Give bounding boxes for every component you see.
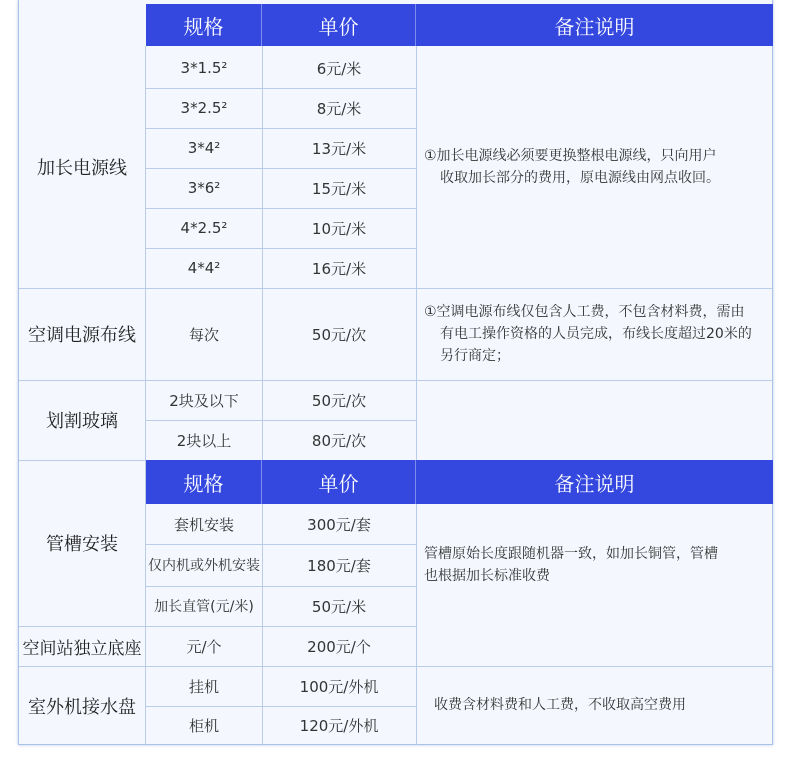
grid-line <box>19 288 773 289</box>
note-drain-tray <box>416 626 773 745</box>
category-extension-cable: 加长电源线 <box>19 46 146 288</box>
price-cell: 10元/米 <box>311 219 367 238</box>
price-cell: 13元/米 <box>311 139 367 158</box>
spec-cell: 3*4² <box>187 139 221 157</box>
note-extension-cable <box>416 46 773 288</box>
grid-line <box>416 46 417 460</box>
price-cell: 6元/米 <box>316 59 362 78</box>
grid-line <box>19 626 416 627</box>
grid-line <box>146 706 416 707</box>
grid-line <box>19 380 773 381</box>
price-cell: 80元/次 <box>311 431 367 450</box>
price-cell: 16元/米 <box>311 259 367 278</box>
note-duct-install <box>416 504 773 626</box>
grid-line <box>262 46 263 460</box>
header-note: 备注说明 <box>416 4 773 46</box>
spec-cell: 挂机 <box>188 677 219 696</box>
note-line: 有电工操作资格的人员完成，布线长度超过20米的 <box>440 326 752 342</box>
spec-cell: 2块以上 <box>176 431 232 450</box>
spec-cell: 柜机 <box>188 717 219 735</box>
price-cell: 50元/米 <box>311 597 367 616</box>
price-cell: 15元/米 <box>311 179 367 198</box>
price-cell: 180元/套 <box>307 556 371 575</box>
header-price: 单价 <box>262 4 416 46</box>
category-standalone-base: 空间站独立底座 <box>19 626 146 666</box>
grid-line <box>146 88 416 89</box>
header-price: 单价 <box>262 460 416 504</box>
price-cell: 100元/外机 <box>299 677 379 696</box>
header-spec: 规格 <box>146 460 262 504</box>
header-spec: 规格 <box>146 4 262 46</box>
spec-cell: 每次 <box>188 325 219 344</box>
note-line: ①加长电源线必须要更换整根电源线，只向用户 <box>424 148 717 164</box>
note-line: ①空调电源布线仅包含人工费，不包含材料费，需由 <box>424 304 745 320</box>
note-line: 管槽原始长度跟随机器一致，如加长铜管，管槽 <box>424 546 718 562</box>
category-duct-install: 管槽安装 <box>19 460 146 626</box>
note-line: 也根据加长标准收费 <box>424 568 550 584</box>
category-drain-tray: 室外机接水盘 <box>19 666 146 745</box>
grid-line <box>262 504 263 745</box>
note-line: 另行商定； <box>440 348 510 364</box>
spec-cell: 仅内机或外机安装 <box>148 558 260 574</box>
spec-cell: 2块及以下 <box>169 391 239 410</box>
grid-line <box>146 128 416 129</box>
price-cell: 300元/套 <box>307 515 371 534</box>
grid-line <box>146 168 416 169</box>
spec-cell: 3*6² <box>187 179 221 197</box>
spec-cell: 套机安装 <box>173 515 234 534</box>
spec-cell: 3*1.5² <box>180 59 228 77</box>
grid-line <box>146 586 416 587</box>
header-note: 备注说明 <box>416 460 773 504</box>
grid-line <box>146 208 416 209</box>
note-line: 收费含材料费和人工费，不收取高空费用 <box>434 696 686 713</box>
spec-cell: 4*2.5² <box>180 219 228 237</box>
price-table <box>18 0 773 745</box>
spec-cell: 元/个 <box>186 637 222 656</box>
grid-line <box>19 666 773 667</box>
category-glass-cutting: 划割玻璃 <box>19 380 146 460</box>
price-cell: 50元/次 <box>311 325 367 344</box>
note-line: 收取加长部分的费用，原电源线由网点收回。 <box>440 170 720 186</box>
grid-line <box>146 544 416 545</box>
grid-line <box>19 460 146 461</box>
grid-line <box>146 248 416 249</box>
price-cell: 50元/次 <box>311 391 367 410</box>
grid-line <box>146 420 416 421</box>
spec-cell: 4*4² <box>187 259 221 277</box>
note-ac-wiring <box>416 288 773 380</box>
spec-cell: 3*2.5² <box>180 99 228 117</box>
category-ac-wiring: 空调电源布线 <box>19 288 146 380</box>
price-cell: 120元/外机 <box>299 717 379 735</box>
price-cell: 8元/米 <box>316 99 362 118</box>
price-cell: 200元/个 <box>307 637 371 656</box>
grid-line <box>416 504 417 745</box>
spec-cell: 加长直管(元/米) <box>154 599 254 615</box>
